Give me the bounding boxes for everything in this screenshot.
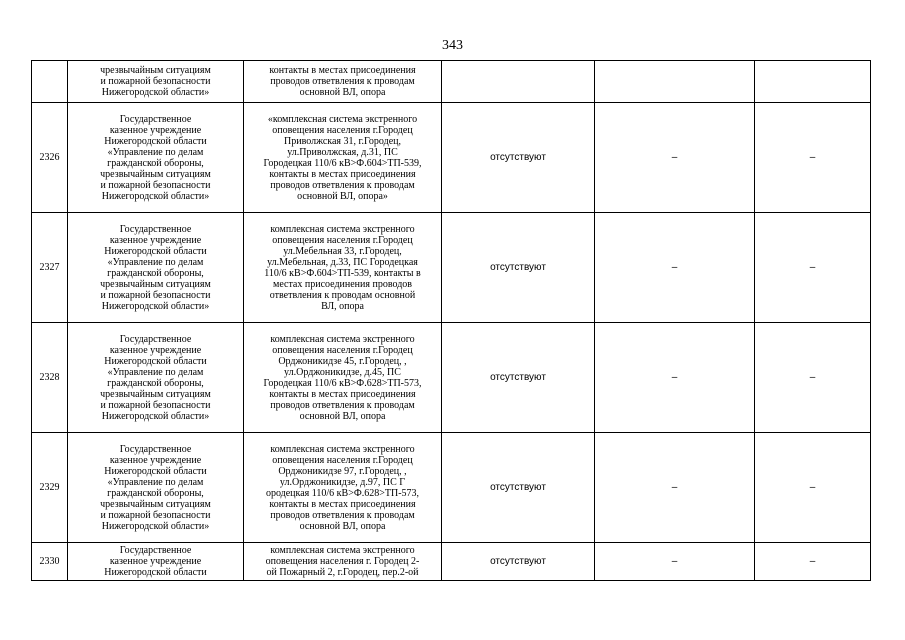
column-5-cell: – (595, 213, 755, 323)
row-number-cell: 2328 (32, 323, 68, 433)
column-6-cell (755, 61, 871, 103)
owner-line: чрезвычайным ситуациям (100, 168, 211, 180)
object-line: ой Пожарный 2, г.Городец, пер.2-ой (266, 567, 419, 578)
object-cell (244, 543, 442, 581)
object-line: контакты в местах присоединения (269, 65, 416, 76)
owner-line: Нижегородской области (104, 135, 207, 147)
owner-line: и пожарной безопасности (100, 179, 211, 191)
object-cell (244, 103, 442, 213)
owner-line: и пожарной безопасности (100, 76, 211, 87)
row-number-cell: 2329 (32, 433, 68, 543)
owner-line: чрезвычайным ситуациям (100, 388, 211, 400)
encumbrance-cell: отсутствуют (442, 323, 595, 433)
owner-line: «Управление по делам (107, 256, 204, 268)
owner-cell (68, 103, 244, 213)
object-line: проводов ответвления к проводам (270, 399, 415, 411)
column-6-cell: – (755, 323, 871, 433)
row-number-cell: 2327 (32, 213, 68, 323)
table-row (32, 543, 871, 581)
object-line: проводов ответвления к проводам (270, 509, 415, 521)
table-row (32, 213, 871, 323)
object-line: основной ВЛ, опора» (297, 190, 388, 202)
owner-line: казенное учреждение (109, 344, 202, 356)
column-5-cell: – (595, 323, 755, 433)
object-line: оповещения населения г.Городец (272, 344, 413, 356)
row-number-cell (32, 61, 68, 103)
object-line: контакты в местах присоединения (269, 498, 416, 510)
owner-line: Нижегородской области» (101, 300, 210, 312)
object-line: проводов ответвления к проводам (270, 179, 415, 191)
object-line: ВЛ, опора (321, 300, 364, 312)
object-line: комплексная система экстренного (270, 333, 415, 345)
owner-line: Нижегородской области (104, 245, 207, 257)
object-line: ул.Приволжская, д.31, ПС (287, 146, 398, 158)
owner-line: чрезвычайным ситуациям (100, 498, 211, 510)
encumbrance-cell: отсутствуют (442, 103, 595, 213)
object-line: комплексная система экстренного (270, 443, 415, 455)
owner-line: «Управление по делам (107, 366, 204, 378)
object-line: основной ВЛ, опора (299, 410, 386, 422)
registry-table (31, 60, 871, 581)
table-row (32, 323, 871, 433)
object-line: Городецкая 110/6 кВ>Ф.628>ТП-573, (263, 377, 422, 389)
object-line: комплексная система экстренного (270, 223, 415, 235)
owner-line: «Управление по делам (107, 146, 204, 158)
column-5-cell: – (595, 433, 755, 543)
owner-line: гражданской обороны, (107, 157, 204, 169)
owner-line: Нижегородской области (104, 465, 207, 477)
owner-line: Нижегородской области» (101, 520, 210, 532)
object-line: Орджоникидзе 45, г.Городец, , (278, 355, 407, 367)
object-line: Приволжская 31, г.Городец, (284, 135, 401, 147)
object-line: контакты в местах присоединения (269, 388, 416, 400)
object-cell (244, 323, 442, 433)
owner-line: Нижегородской области» (101, 190, 210, 202)
object-cell (244, 213, 442, 323)
object-line: оповещения населения г.Городец (272, 454, 413, 466)
owner-line: казенное учреждение (109, 454, 202, 466)
owner-line: гражданской обороны, (107, 267, 204, 279)
object-line: местах присоединения проводов (272, 278, 412, 290)
row-number-cell: 2330 (32, 543, 68, 581)
owner-line: чрезвычайным ситуациям (100, 65, 211, 76)
owner-line: Государственное (119, 443, 192, 455)
object-line: контакты в местах присоединения (269, 168, 416, 180)
page-number: 343 (442, 38, 463, 53)
owner-line: казенное учреждение (109, 124, 202, 136)
encumbrance-cell: отсутствуют (442, 543, 595, 581)
column-6-cell: – (755, 103, 871, 213)
owner-line: Нижегородской области (104, 567, 207, 578)
column-6-cell: – (755, 543, 871, 581)
object-line: основной ВЛ, опора (299, 87, 386, 98)
object-line: проводов ответвления к проводам (270, 76, 415, 87)
object-cell (244, 61, 442, 103)
owner-line: Государственное (119, 113, 192, 125)
encumbrance-cell: отсутствуют (442, 433, 595, 543)
owner-line: Государственное (119, 545, 192, 556)
owner-cell (68, 213, 244, 323)
owner-cell (68, 323, 244, 433)
row-number-cell: 2326 (32, 103, 68, 213)
column-5-cell (595, 61, 755, 103)
object-line: комплексная система экстренного (270, 545, 415, 556)
object-line: основной ВЛ, опора (299, 520, 386, 532)
column-5-cell: – (595, 543, 755, 581)
column-6-cell: – (755, 433, 871, 543)
column-5-cell: – (595, 103, 755, 213)
object-line: ул.Орджоникидзе, д.45, ПС (284, 366, 401, 378)
owner-cell (68, 61, 244, 103)
table-row (32, 61, 871, 103)
owner-cell (68, 433, 244, 543)
object-line: ул.Орджоникидзе, д.97, ПС Г (279, 476, 406, 488)
object-line: «комплексная система экстренного (267, 113, 418, 125)
owner-line: Нижегородской области» (101, 87, 210, 98)
owner-line: Государственное (119, 223, 192, 235)
owner-line: и пожарной безопасности (100, 289, 211, 301)
object-line: оповещения населения г.Городец (272, 124, 413, 136)
owner-line: «Управление по делам (107, 476, 204, 488)
registry-table-body (32, 61, 871, 581)
object-line: ул.Мебельная 33, г.Городец, (283, 245, 402, 257)
owner-line: и пожарной безопасности (100, 509, 211, 521)
object-line: ул.Мебельная, д.33, ПС Городецкая (267, 256, 418, 268)
owner-line: казенное учреждение (109, 556, 202, 567)
object-line: Городецкая 110/6 кВ>Ф.604>ТП-539, (263, 157, 422, 169)
owner-line: гражданской обороны, (107, 487, 204, 499)
owner-line: Нижегородской области (104, 355, 207, 367)
owner-line: гражданской обороны, (107, 377, 204, 389)
object-line: Орджоникидзе 97, г.Городец, , (278, 465, 407, 477)
owner-line: чрезвычайным ситуациям (100, 278, 211, 290)
object-line: ородецкая 110/6 кВ>Ф.628>ТП-573, (265, 487, 420, 499)
table-row (32, 433, 871, 543)
owner-cell (68, 543, 244, 581)
table-row (32, 103, 871, 213)
object-line: ответвления к проводам основной (269, 289, 416, 301)
column-6-cell: – (755, 213, 871, 323)
encumbrance-cell: отсутствуют (442, 213, 595, 323)
encumbrance-cell (442, 61, 595, 103)
owner-line: Государственное (119, 333, 192, 345)
owner-line: казенное учреждение (109, 234, 202, 246)
object-line: 110/6 кВ>Ф.604>ТП-539, контакты в (264, 267, 421, 279)
owner-line: Нижегородской области» (101, 410, 210, 422)
object-line: оповещения населения г. Городец 2- (265, 556, 420, 567)
owner-line: и пожарной безопасности (100, 399, 211, 411)
object-cell (244, 433, 442, 543)
object-line: оповещения населения г.Городец (272, 234, 413, 246)
